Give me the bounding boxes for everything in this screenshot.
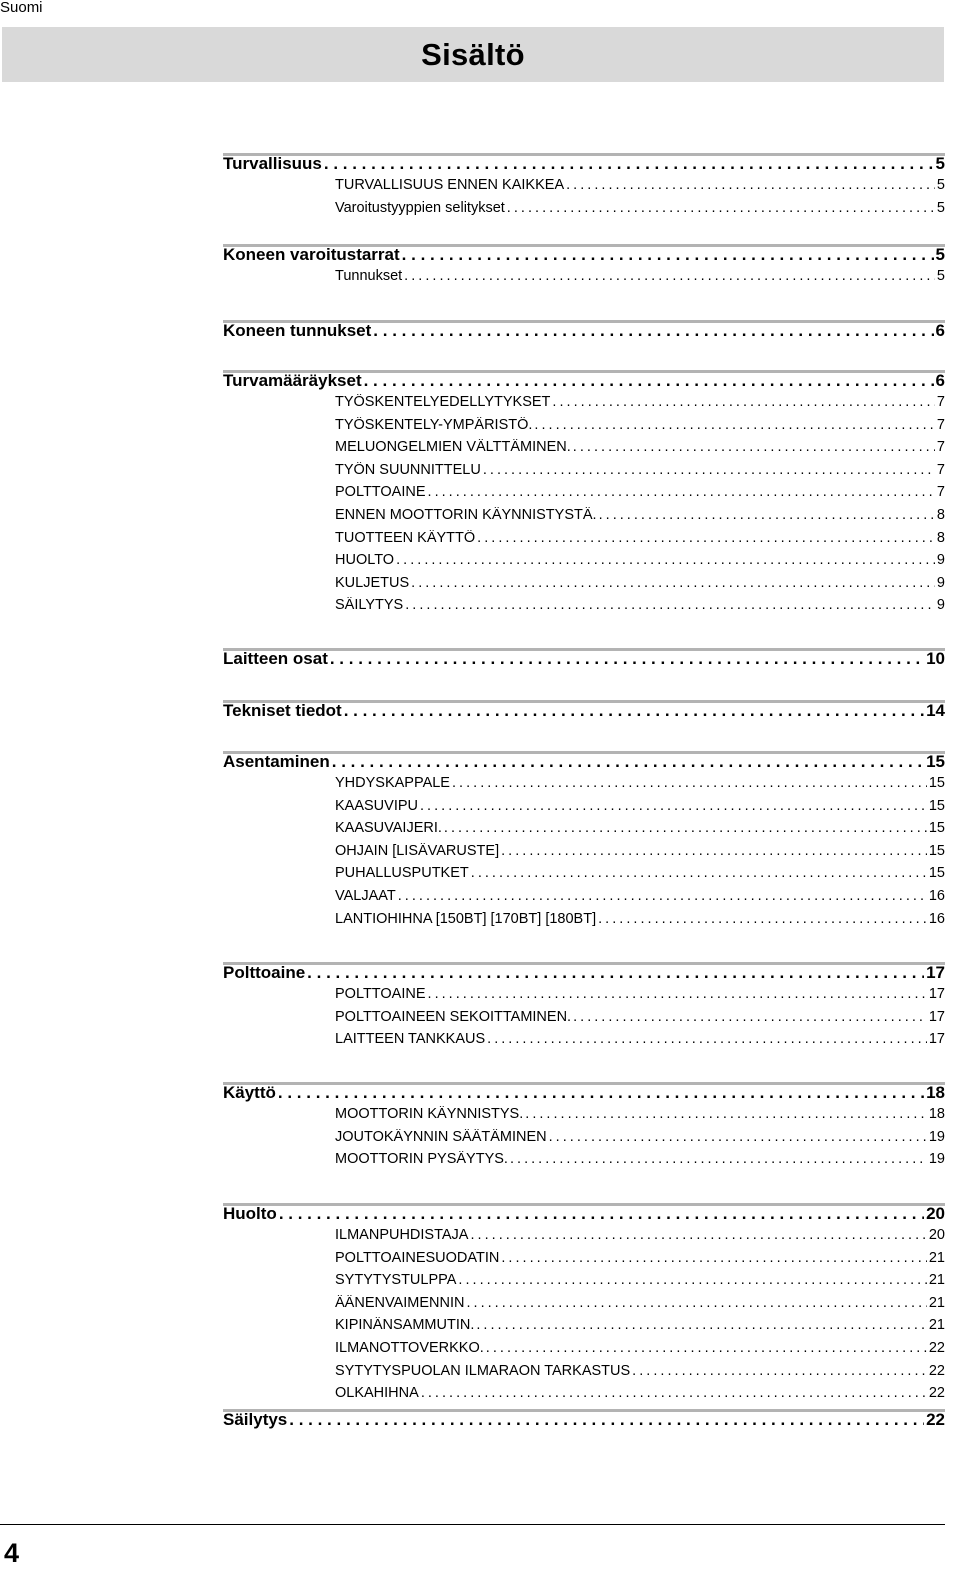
toc-subentry[interactable]	[335, 417, 945, 437]
toc-subentry-label: KIPINÄNSAMMUTIN.	[335, 1317, 475, 1334]
toc-subentry-page: 7	[936, 461, 945, 478]
dot-leader	[289, 1410, 924, 1430]
toc-subentry-page: 7	[936, 484, 945, 501]
toc-subentry[interactable]	[335, 820, 945, 840]
toc-subentry[interactable]	[335, 575, 945, 595]
dot-leader	[534, 417, 935, 433]
page-number: 4	[4, 1538, 20, 1568]
dot-leader	[420, 798, 927, 814]
dot-leader	[373, 321, 933, 341]
toc-section-page: 20	[926, 1204, 945, 1223]
title-banner	[2, 27, 944, 82]
dot-leader	[344, 701, 924, 721]
toc-subentry[interactable]	[335, 268, 945, 288]
dot-leader	[307, 963, 924, 983]
toc-subentry-label: SYTYTYSTULPPA	[335, 1272, 457, 1289]
dot-leader	[411, 575, 935, 591]
dot-leader	[486, 1340, 927, 1356]
toc-subentry-label: POLTTOAINESUODATIN	[335, 1249, 500, 1266]
toc-section-entry[interactable]	[223, 245, 945, 267]
toc-section-page: 10	[926, 649, 945, 668]
toc-section-title: Tekniset tiedot	[223, 701, 342, 720]
toc-subentry-label: HUOLTO	[335, 552, 395, 569]
toc-subentry-label: TYÖN SUUNNITTELU	[335, 461, 481, 478]
dot-leader	[501, 843, 927, 859]
toc-subentry-page: 22	[928, 1362, 945, 1379]
toc-subentry-page: 7	[936, 416, 945, 433]
toc-subentry-label: KULJETUS	[335, 574, 410, 591]
toc-subentry-page: 15	[928, 865, 945, 882]
toc-section-page: 6	[935, 371, 945, 390]
footer-divider	[0, 1524, 945, 1525]
toc-subentry[interactable]	[335, 552, 945, 572]
toc-section-title: Asentaminen	[223, 752, 330, 771]
language-label: Suomi	[0, 0, 43, 16]
toc-subentry-page: 17	[928, 986, 945, 1002]
toc-subentry-page: 8	[936, 529, 945, 546]
toc-subentry-label: VALJAAT	[335, 888, 396, 904]
toc-subentry-label: TYÖSKENTELY-YMPÄRISTÖ.	[335, 416, 533, 433]
toc-subentry-page: 15	[928, 820, 945, 837]
toc-subentry-page: 18	[928, 1106, 945, 1122]
dot-leader	[573, 1009, 927, 1025]
dot-leader	[477, 530, 935, 546]
toc-section-page: 6	[935, 321, 945, 340]
dot-leader	[421, 1385, 927, 1401]
dot-leader	[396, 552, 935, 568]
toc-section-title: Huolto	[223, 1204, 277, 1223]
dot-leader	[279, 1204, 924, 1224]
toc-subentry-page: 16	[928, 910, 945, 927]
toc-subentry[interactable]	[335, 439, 945, 459]
toc-subentry[interactable]	[335, 200, 945, 220]
toc-subentry[interactable]	[335, 986, 945, 1006]
toc-section-title: Turvallisuus	[223, 154, 322, 173]
toc-subentry[interactable]	[335, 597, 945, 617]
dot-leader	[510, 1151, 927, 1167]
dot-leader	[452, 775, 927, 791]
toc-subentry-page: 5	[936, 177, 945, 193]
dot-leader	[552, 394, 935, 410]
toc-subentry-page: 8	[936, 507, 945, 523]
toc-section-page: 5	[935, 154, 945, 173]
toc-section-page: 22	[926, 1410, 945, 1429]
dot-leader	[466, 1295, 926, 1311]
toc-subentry[interactable]	[335, 462, 945, 482]
toc-subentry-page: 9	[936, 574, 945, 591]
toc-section-entry[interactable]	[223, 1204, 945, 1226]
toc-section-page: 15	[926, 752, 945, 771]
dot-leader	[599, 507, 935, 523]
toc-subentry-label: ENNEN MOOTTORIN KÄYNNISTYSTÄ.	[335, 507, 597, 523]
dot-leader	[549, 1129, 927, 1145]
toc-subentry-page: 9	[936, 597, 945, 614]
dot-leader	[458, 1272, 926, 1288]
toc-subentry-label: ÄÄNENVAIMENNIN	[335, 1294, 465, 1311]
toc-subentry-page: 16	[928, 888, 945, 904]
toc-subentry-label: ILMANOTTOVERKKO.	[335, 1340, 484, 1356]
toc-subentry-label: PUHALLUSPUTKET	[335, 865, 469, 882]
toc-subentry[interactable]	[335, 1129, 945, 1149]
toc-subentry-page: 7	[936, 394, 945, 410]
dot-leader	[598, 911, 927, 927]
dot-leader	[364, 371, 934, 391]
toc-section-entry[interactable]	[223, 752, 945, 774]
toc-subentry-label: TURVALLISUUS ENNEN KAIKKEA	[335, 177, 565, 193]
toc-subentry-page: 7	[936, 439, 945, 456]
toc-subentry-label: MOOTTORIN KÄYNNISTYS.	[335, 1106, 524, 1122]
toc-subentry[interactable]	[335, 1385, 945, 1405]
toc-section-title: Polttoaine	[223, 963, 306, 982]
toc-section-entry[interactable]	[223, 701, 945, 723]
toc-subentry-label: POLTTOAINEEN SEKOITTAMINEN.	[335, 1008, 572, 1025]
dot-leader	[428, 484, 935, 500]
toc-subentry-page: 17	[928, 1008, 945, 1025]
toc-section-title: Turvamääräykset	[223, 371, 362, 390]
toc-section-page: 17	[926, 963, 945, 982]
toc-subentry-label: TUOTTEEN KÄYTTÖ	[335, 529, 476, 546]
toc-subentry[interactable]	[335, 1340, 945, 1360]
toc-subentry-label: Tunnukset	[335, 268, 403, 284]
dot-leader	[566, 177, 935, 193]
toc-subentry-page: 22	[928, 1385, 945, 1402]
dot-leader	[404, 268, 935, 284]
toc-subentry[interactable]	[335, 1272, 945, 1292]
dot-leader	[501, 1250, 927, 1266]
toc-subentry-label: JOUTOKÄYNNIN SÄÄTÄMINEN	[335, 1128, 547, 1145]
toc-subentry-label: LANTIOHIHNA [150BT] [170BT] [180BT]	[335, 910, 597, 927]
toc-section-title: Laitteen osat	[223, 649, 328, 668]
toc-subentry[interactable]	[335, 1106, 945, 1126]
toc-subentry[interactable]	[335, 530, 945, 550]
toc-subentry[interactable]	[335, 1317, 945, 1337]
toc-subentry[interactable]	[335, 1227, 945, 1247]
toc-subentry-page: 21	[928, 1294, 945, 1311]
toc-subentry[interactable]	[335, 775, 945, 795]
toc-subentry-label: OHJAIN [LISÄVARUSTE]	[335, 842, 500, 859]
toc-subentry-page: 21	[928, 1317, 945, 1334]
toc-section-page: 5	[935, 245, 945, 264]
toc-subentry[interactable]	[335, 843, 945, 863]
toc-subentry-label: MOOTTORIN PYSÄYTYS.	[335, 1151, 508, 1168]
toc-subentry[interactable]	[335, 394, 945, 414]
dot-leader	[507, 200, 935, 216]
toc-subentry[interactable]	[335, 911, 945, 931]
toc-subentry-page: 15	[928, 797, 945, 814]
toc-subentry[interactable]	[335, 484, 945, 504]
toc-section-title: Säilytys	[223, 1410, 288, 1429]
toc-subentry[interactable]	[335, 1250, 945, 1270]
toc-subentry-page: 15	[928, 842, 945, 859]
toc-subentry-page: 15	[928, 775, 945, 791]
dot-leader	[487, 1031, 927, 1047]
toc-section-entry[interactable]	[223, 963, 945, 985]
toc-section-page: 14	[926, 701, 945, 720]
toc-subentry[interactable]	[335, 177, 945, 197]
toc-section-title: Käyttö	[223, 1083, 276, 1102]
toc-section-title: Koneen tunnukset	[223, 321, 372, 340]
toc-subentry[interactable]	[335, 865, 945, 885]
toc-subentry[interactable]	[335, 1151, 945, 1171]
toc-subentry[interactable]	[335, 888, 945, 908]
dot-leader	[525, 1106, 927, 1122]
dot-leader	[632, 1363, 927, 1379]
dot-leader	[278, 1083, 924, 1103]
toc-subentry-page: 21	[928, 1249, 945, 1266]
toc-subentry-label: SÄILYTYS	[335, 597, 404, 614]
toc-subentry-label: POLTTOAINE	[335, 986, 426, 1002]
toc-subentry-label: LAITTEEN TANKKAUS	[335, 1031, 486, 1048]
toc-subentry-page: 20	[928, 1227, 945, 1243]
dot-leader	[573, 439, 935, 455]
dot-leader	[330, 649, 924, 669]
dot-leader	[444, 820, 927, 836]
toc-subentry-label: ILMANPUHDISTAJA	[335, 1227, 469, 1243]
dot-leader	[405, 597, 935, 613]
toc-subentry-page: 19	[928, 1128, 945, 1145]
toc-subentry-label: Varoitustyyppien selitykset	[335, 199, 505, 216]
toc-subentry-page: 5	[936, 268, 945, 284]
dot-leader	[428, 986, 927, 1002]
toc-subentry-page: 21	[928, 1272, 945, 1289]
toc-subentry-label: MELUONGELMIEN VÄLTTÄMINEN.	[335, 439, 571, 456]
toc-subentry-label: TYÖSKENTELYEDELLYTYKSET	[335, 394, 551, 410]
toc-section-entry[interactable]	[223, 154, 945, 176]
toc-subentry-page: 5	[936, 199, 945, 216]
dot-leader	[471, 865, 927, 881]
toc-subentry-page: 9	[936, 552, 945, 569]
toc-section-entry[interactable]	[223, 321, 945, 343]
toc-section-title: Koneen varoitustarrat	[223, 245, 400, 264]
dot-leader	[476, 1317, 926, 1333]
toc-subentry[interactable]	[335, 1031, 945, 1051]
dot-leader	[470, 1227, 926, 1243]
toc-section-entry[interactable]	[223, 1410, 945, 1432]
toc-subentry-label: KAASUVIPU	[335, 797, 418, 814]
toc-section-entry[interactable]	[223, 1083, 945, 1105]
toc-subentry-page: 17	[928, 1031, 945, 1048]
toc-section-entry[interactable]	[223, 371, 945, 393]
dot-leader	[332, 752, 924, 772]
toc-subentry[interactable]	[335, 798, 945, 818]
toc-subentry-label: OLKAHIHNA	[335, 1385, 419, 1402]
toc-subentry-label: SYTYTYSPUOLAN ILMARAON TARKASTUS	[335, 1362, 631, 1379]
dot-leader	[402, 245, 934, 265]
toc-subentry-label: YHDYSKAPPALE	[335, 775, 450, 791]
dot-leader	[324, 154, 934, 174]
toc-subentry[interactable]	[335, 1009, 945, 1029]
toc-section-entry[interactable]	[223, 649, 945, 671]
toc-subentry[interactable]	[335, 1363, 945, 1383]
page-title: Sisältö	[421, 36, 525, 72]
toc-subentry-label: POLTTOAINE	[335, 484, 426, 501]
dot-leader	[483, 462, 935, 478]
toc-subentry-label: KAASUVAIJERI.	[335, 820, 442, 837]
toc-section-page: 18	[926, 1083, 945, 1102]
toc-subentry[interactable]	[335, 1295, 945, 1315]
toc-subentry-page: 22	[928, 1340, 945, 1356]
toc-subentry-page: 19	[928, 1151, 945, 1168]
dot-leader	[398, 888, 927, 904]
toc-subentry[interactable]	[335, 507, 945, 527]
